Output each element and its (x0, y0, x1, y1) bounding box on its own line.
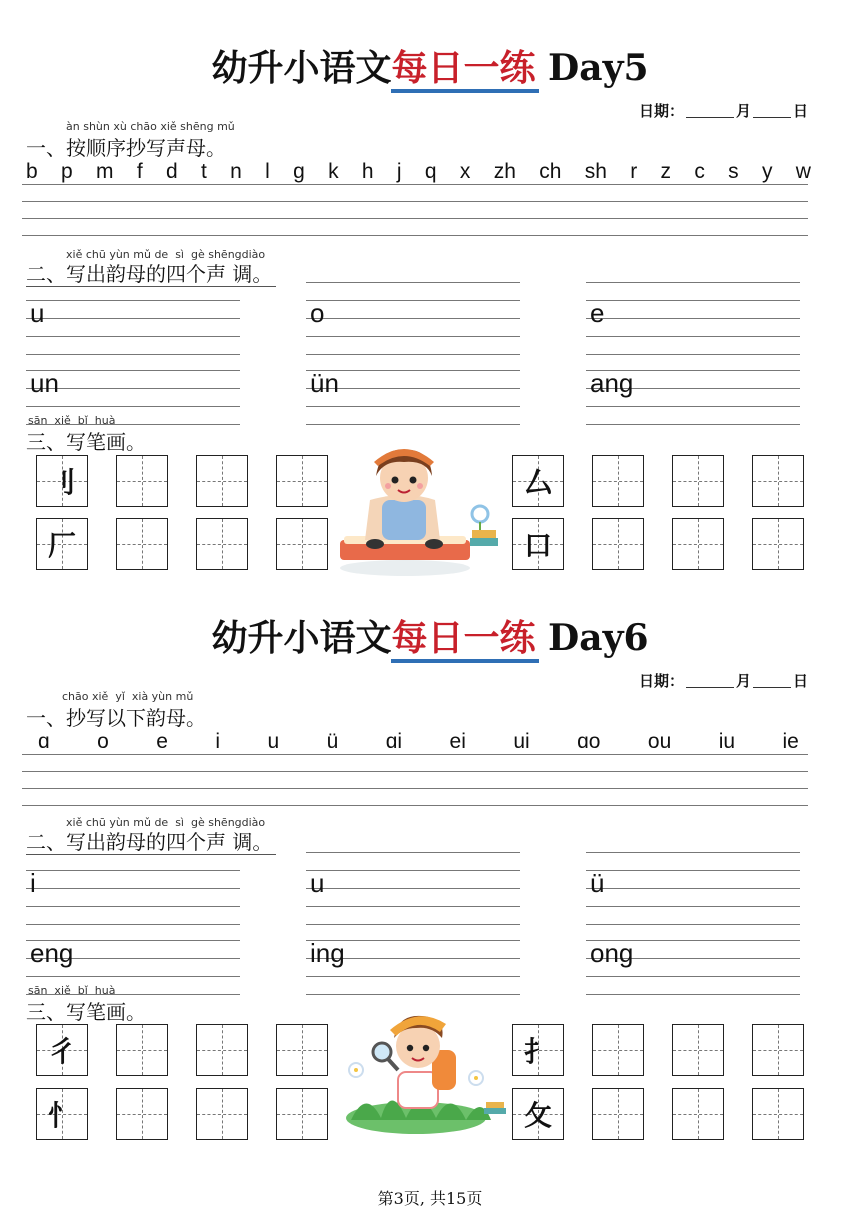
vowel-writing-area[interactable] (626, 296, 800, 346)
pinyin-item: p (61, 160, 73, 183)
pinyin-item: h (361, 160, 374, 183)
practice-box[interactable] (672, 518, 724, 570)
pinyin-item: b (26, 160, 38, 183)
pinyin-item: e (156, 730, 168, 753)
day5-sec2-pinyin: xiě chū yùn mǔ de sì gè shēngdiào (66, 248, 266, 261)
pinyin-item: ɑo (577, 730, 601, 753)
vowel-label: ün (310, 368, 339, 398)
day5-sec1-heading: 一、按顺序抄写声母。 (26, 136, 226, 160)
stroke-char: 攵 (523, 1099, 552, 1132)
vowel-writing-area[interactable] (346, 366, 520, 416)
stroke-char: 厂 (47, 529, 76, 562)
pinyin-item: t (200, 160, 207, 183)
vowel-writing-area[interactable] (66, 296, 240, 346)
vowel-label: i (30, 868, 36, 898)
practice-box[interactable] (276, 1024, 328, 1076)
pinyin-item: m (96, 160, 114, 183)
practice-box[interactable] (196, 518, 248, 570)
stroke-model-box (512, 518, 564, 570)
stroke-char: 刂 (47, 466, 76, 499)
vowel-writing-area[interactable] (66, 936, 240, 986)
vowel-label: o (310, 298, 325, 328)
day5-sec2-heading: 二、写出韵母的四个声 调。 (26, 262, 276, 287)
practice-box[interactable] (196, 1088, 248, 1140)
stroke-model-box (36, 1024, 88, 1076)
pinyin-item: n (230, 160, 242, 183)
stroke-char: 扌 (523, 1035, 552, 1068)
pinyin-item: zh (493, 160, 516, 183)
practice-box[interactable] (276, 1088, 328, 1140)
practice-box[interactable] (116, 1024, 168, 1076)
girl-reading-illustration (330, 440, 510, 580)
vowel-writing-area[interactable] (626, 866, 800, 916)
pinyin-item: z (660, 160, 672, 183)
day5-date: 日期： 月 日 (638, 102, 808, 120)
stroke-model-box (512, 1088, 564, 1140)
pinyin-item: ei (449, 730, 466, 753)
pinyin-item: j (396, 160, 402, 183)
date-day-blank[interactable] (753, 687, 791, 688)
vowel-writing-area[interactable] (626, 936, 800, 986)
practice-box[interactable] (196, 455, 248, 507)
day6-finals-row (26, 730, 811, 754)
pinyin-item: u (267, 730, 280, 753)
day5-title: 幼升小语文每日一练 Day5 (211, 47, 649, 89)
day6-sec1-pinyin: chāo xiě yǐ xià yùn mǔ (62, 690, 194, 703)
pinyin-item: ui (513, 730, 530, 753)
day6-sec3-pinyin: sān xiě bǐ huà (28, 984, 116, 997)
pinyin-item: l (265, 160, 270, 183)
practice-box[interactable] (752, 518, 804, 570)
date-month-blank[interactable] (686, 687, 734, 688)
stroke-char: 厶 (523, 466, 552, 499)
practice-box[interactable] (752, 1088, 804, 1140)
day6-title: 幼升小语文每日一练 Day6 (211, 617, 649, 659)
pinyin-item: w (795, 160, 811, 183)
practice-box[interactable] (196, 1024, 248, 1076)
vowel-label: e (590, 298, 605, 328)
pinyin-item: iu (718, 730, 736, 753)
practice-box[interactable] (276, 518, 328, 570)
pinyin-item: ɑ (38, 730, 50, 753)
stroke-model-box (36, 1088, 88, 1140)
vowel-writing-area[interactable] (346, 866, 520, 916)
practice-box[interactable] (276, 455, 328, 507)
vowel-writing-area[interactable] (66, 366, 240, 416)
practice-box[interactable] (592, 1088, 644, 1140)
vowel-writing-area[interactable] (346, 296, 520, 346)
practice-box[interactable] (592, 1024, 644, 1076)
practice-box[interactable] (592, 455, 644, 507)
pinyin-item: d (165, 160, 178, 183)
pinyin-item: g (293, 160, 305, 183)
practice-box[interactable] (592, 518, 644, 570)
practice-box[interactable] (752, 455, 804, 507)
practice-box[interactable] (116, 1088, 168, 1140)
practice-box[interactable] (752, 1024, 804, 1076)
practice-box[interactable] (672, 1024, 724, 1076)
vowel-label: un (30, 368, 59, 398)
stroke-char: 忄 (47, 1099, 76, 1132)
stroke-model-box (36, 455, 88, 507)
pinyin-item: f (136, 160, 143, 183)
day5-sec3-heading: 三、写笔画。 (26, 430, 146, 454)
pinyin-item: x (459, 160, 471, 183)
day6-sec1-heading: 一、抄写以下韵母。 (26, 706, 206, 730)
vowel-writing-area[interactable] (626, 366, 800, 416)
pinyin-item: o (97, 730, 109, 753)
boy-explorer-illustration (336, 1008, 512, 1138)
vowel-label: u (310, 868, 325, 898)
stroke-model-box (512, 1024, 564, 1076)
vowel-label: ü (590, 868, 605, 898)
vowel-label: eng (30, 938, 74, 968)
day6-sec3-heading: 三、写笔画。 (26, 1000, 146, 1024)
vowel-label: ang (590, 368, 634, 398)
stroke-model-box (36, 518, 88, 570)
pinyin-item: q (424, 160, 437, 183)
pinyin-item: ɑi (385, 730, 403, 753)
vowel-writing-area[interactable] (346, 936, 520, 986)
pinyin-item: c (694, 160, 705, 183)
day5-sec3-pinyin: sān xiě bǐ huà (28, 414, 116, 427)
pinyin-item: ie (782, 730, 799, 753)
pinyin-item: ch (539, 160, 562, 183)
pinyin-item: r (630, 160, 638, 183)
day6-sec2-pinyin: xiě chū yùn mǔ de sì gè shēngdiào (66, 816, 266, 829)
practice-box[interactable] (116, 518, 168, 570)
pinyin-item: ou (647, 730, 672, 753)
pinyin-item: ü (326, 730, 339, 753)
date-month-blank[interactable] (686, 117, 734, 118)
vowel-label: u (30, 298, 45, 328)
pinyin-item: s (728, 160, 739, 183)
page-footer: 第3页, 共15页 (377, 1189, 483, 1208)
day5-initials-row (26, 160, 811, 184)
day6-date: 日期： 月 日 (638, 672, 808, 690)
day6-sec2-heading: 二、写出韵母的四个声 调。 (26, 830, 276, 855)
pinyin-item: i (215, 730, 221, 753)
vowel-label: ing (310, 938, 345, 968)
stroke-char: 口 (523, 529, 552, 562)
day5-sec1-pinyin: àn shùn xù chāo xiě shēng mǔ (66, 120, 235, 133)
practice-box[interactable] (672, 455, 724, 507)
pinyin-item: sh (584, 160, 607, 183)
pinyin-item: y (761, 160, 773, 183)
practice-box[interactable] (672, 1088, 724, 1140)
vowel-writing-area[interactable] (66, 866, 240, 916)
stroke-model-box (512, 455, 564, 507)
date-day-blank[interactable] (753, 117, 791, 118)
stroke-char: 彳 (47, 1035, 76, 1068)
vowel-label: ong (590, 938, 634, 968)
practice-box[interactable] (116, 455, 168, 507)
pinyin-item: k (328, 160, 339, 183)
